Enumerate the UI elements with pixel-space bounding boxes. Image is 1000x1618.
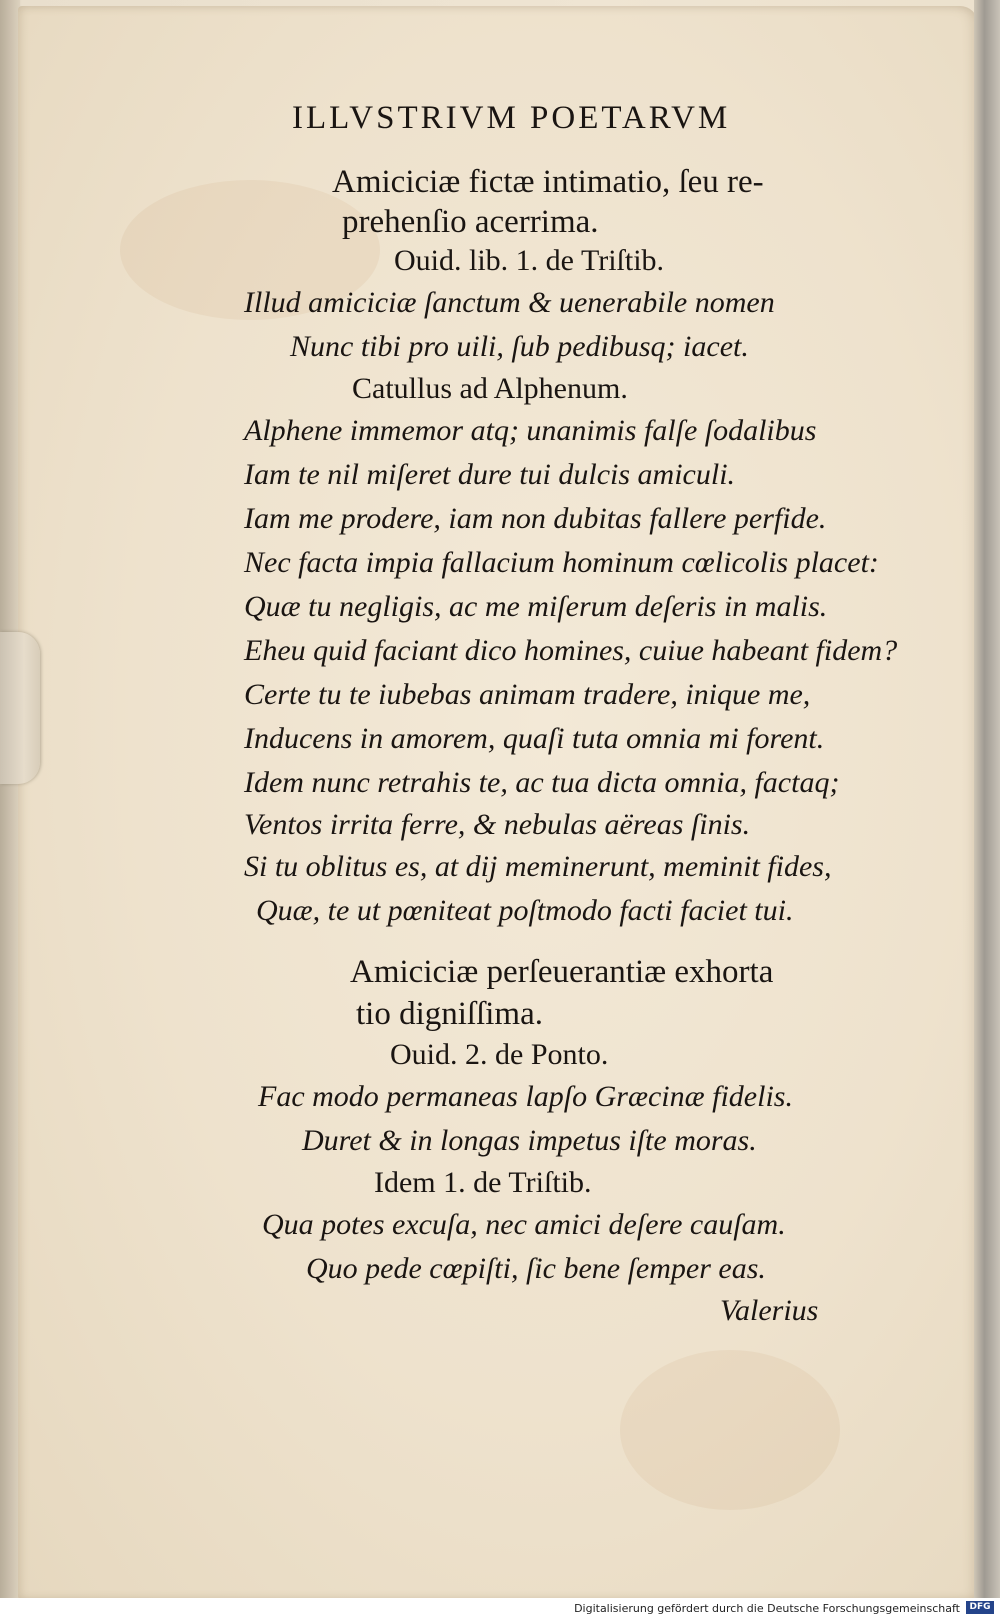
verse-line: Nec facta impia fallacium hominum cœlicolis placet: [244, 546, 879, 579]
verse-line: Qua potes excuſa, nec amici deſere cauſam. [262, 1208, 786, 1241]
verse-line: Iam me prodere, iam non dubitas fallere perfide. [244, 502, 827, 535]
running-header: ILLVSTRIVM POETARVM [292, 100, 731, 136]
verse-line: Quæ, te ut pœniteat poſtmodo facti faciet tui. [256, 894, 794, 927]
verse-line: Duret & in longas impetus iſte moras. [302, 1124, 757, 1157]
catchword: Valerius [720, 1294, 819, 1327]
section-heading-line: Amiciciæ fictæ intimatio, ſeu re- [332, 164, 764, 200]
verse-line: Quæ tu negligis, ac me miſerum deſeris in malis. [244, 590, 828, 623]
verse-line: Ventos irrita ferre, & nebulas aëreas ſinis. [244, 808, 751, 841]
section-heading-line: Amiciciæ perſeuerantiæ exhorta [350, 954, 774, 990]
section-heading-line: tio digniſſima. [356, 996, 543, 1032]
verse-line: Fac modo permaneas lapſo Græcinæ fidelis. [258, 1080, 793, 1113]
source-reference: Ouid. 2. de Ponto. [390, 1038, 609, 1071]
verse-line: Si tu oblitus es, at dij meminerunt, meminit fides, [244, 850, 832, 883]
verse-line: Illud amiciciæ ſanctum & uenerabile nomen [244, 286, 775, 319]
verse-line: Quo pede cœpiſti, ſic bene ſemper eas. [306, 1252, 766, 1285]
source-reference: Ouid. lib. 1. de Triſtib. [394, 244, 665, 277]
source-reference: Idem 1. de Triſtib. [374, 1166, 592, 1199]
verse-line: Inducens in amorem, quaſi tuta omnia mi forent. [244, 722, 825, 755]
verse-line: Idem nunc retrahis te, ac tua dicta omnia, factaq; [244, 766, 840, 799]
digitization-footer [0, 1598, 1000, 1618]
verse-line: Nunc tibi pro uili, ſub pedibusq; iacet. [290, 330, 749, 363]
verse-line: Alphene immemor atq; unanimis falſe ſodalibus [244, 414, 817, 447]
section-heading-line: prehenſio acerrima. [342, 204, 599, 240]
verse-line: Eheu quid faciant dico homines, cuiue habeant fidem? [244, 634, 898, 667]
verse-line: Certe tu te iubebas animam tradere, inique me, [244, 678, 811, 711]
source-reference: Catullus ad Alphenum. [352, 372, 628, 405]
verse-line: Iam te nil miſeret dure tui dulcis amiculi. [244, 458, 736, 491]
dfg-logo: DFG [966, 1601, 994, 1614]
footer-text: Digitalisierung gefördert durch die Deutsche Forschungsgemeinschaft [574, 1602, 960, 1615]
